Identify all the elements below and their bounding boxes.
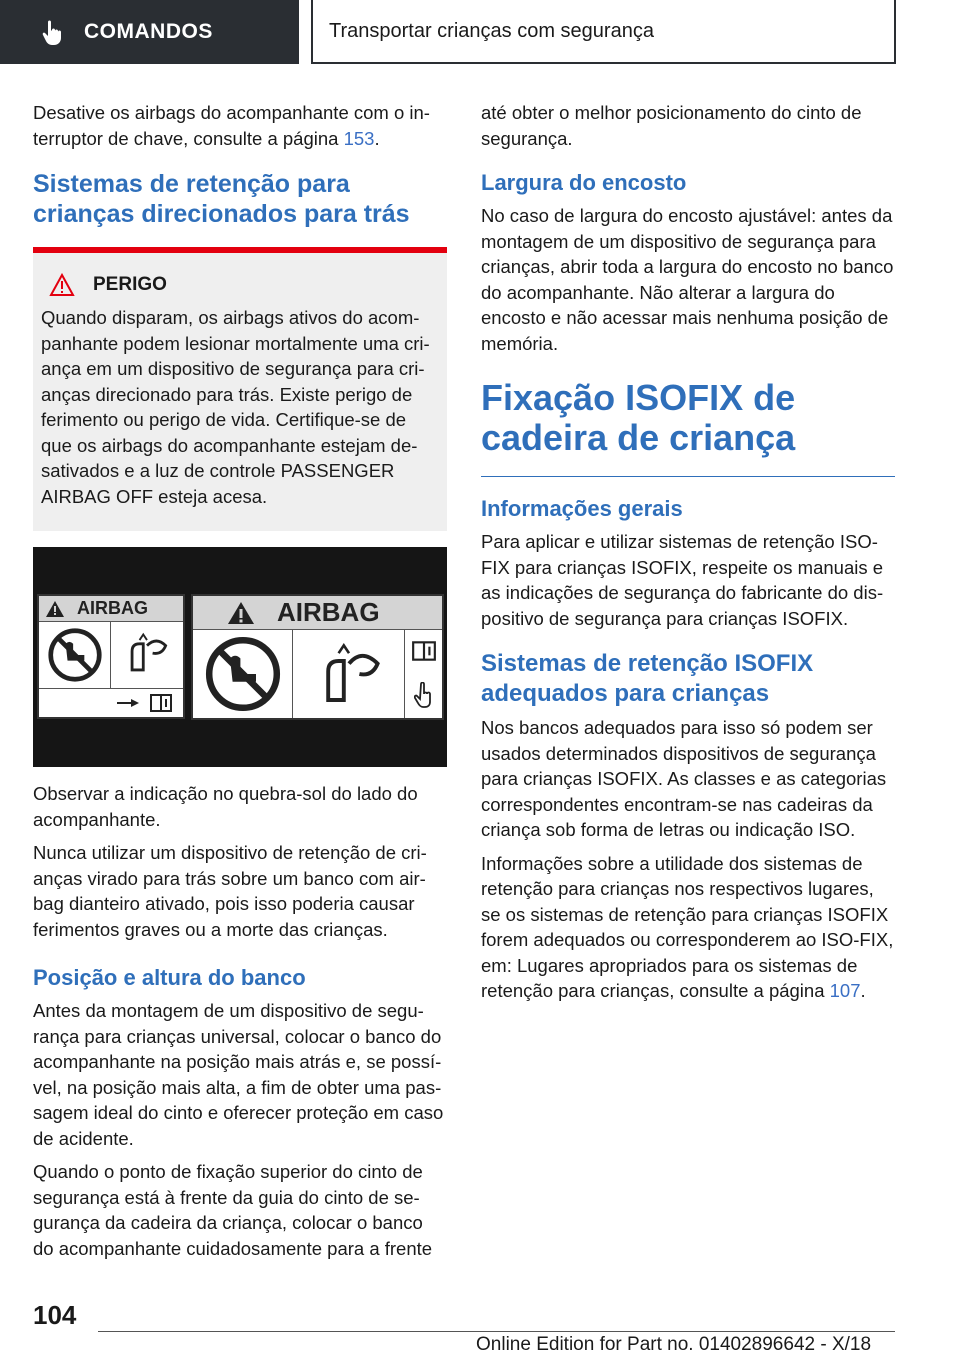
para-general-info: Para aplicar e utilizar sistemas de retenção ISO-FIX para crianças ISOFIX, respeite os manuais e as indicações de segurança do fabricante do dis-positivo de segurança para crianças ISOFIX. (481, 531, 884, 629)
right-column (481, 100, 895, 1012)
no-child-seat-icon-large (204, 635, 282, 713)
warning-icon-large (227, 601, 255, 625)
heading-backrest-width: Largura do encosto (481, 170, 687, 195)
heading-seat-position: Posição e altura do banco (33, 965, 306, 990)
intro-paragraph: Desative os airbags do acompanhante com o in-terruptor de chave, consulte a página 153. (33, 102, 430, 149)
airbag-label-small (37, 594, 185, 719)
airbag-label-figure (33, 547, 447, 767)
left-column (33, 100, 447, 1269)
pointing-hand-icon (40, 18, 68, 46)
para-continued: até obter o melhor posicionamento do cinto de segurança. (481, 102, 862, 149)
danger-box (33, 247, 447, 531)
footer-edition: Online Edition for Part no. 01402896642 - X/18 (476, 1334, 872, 1355)
heading-isofix: Fixação ISOFIX de cadeira de criança (481, 377, 796, 458)
para-never: Nunca utilizar um dispositivo de retenção de cri-anças virado para trás sobre um banco com air-bag dianteiro ativado, pois isso poderia causar ferimentos graves ou a morte das crianças. (33, 842, 427, 940)
section-label: COMANDOS (84, 20, 213, 43)
page-link-153[interactable]: 153 (343, 127, 375, 149)
airbag-deploy-icon-large (307, 635, 391, 713)
danger-title: PERIGO (93, 274, 167, 295)
para-belt-anchor: Quando o ponto de fixação superior do cinto de segurança está à frente da guia do cinto de se-gurança da cadeira da criança, colocar o banco do acompanhante cuidadosamente para a frente (33, 1161, 433, 1259)
heading-rear-facing: Sistemas de retenção para crianças direcionados para trás (33, 170, 410, 228)
heading-general-info: Informações gerais (481, 496, 683, 521)
section-tab (0, 0, 299, 64)
para-backrest-width: No caso de largura do encosto ajustável: antes da montagem de um dispositivo de segurança para crianças, abrir toda a largura do encosto no banco do acompanhante. Não alterar a largura do encosto e não acessar mais nenhuma posição de memória. (481, 205, 894, 354)
para-info: Informações sobre a utilidade dos sistemas de retenção para crianças nos respectivos lugares, se os sistemas de retenção para crianças ISOFIX forem adequados ou corresponderem ao ISO-FIX, em: Lugares apropriados para os sistemas de retenção para crianças, consulte a página 107. (481, 852, 894, 1001)
para-observe: Observar a indicação no quebra-sol do lado do acompanhante. (33, 783, 418, 830)
airbag-label-large-text: AIRBAG (277, 597, 380, 627)
danger-text: Quando disparam, os airbags ativos do acom-panhante podem lesionar mortalmente uma cri-ança em um dispositivo de segurança para cri-anças direcionado para trás. Existe perigo de ferimento ou perigo de vida. Certifique-se de que os airbags do acompanhante estejam de-sativados e a luz de controle PASSENGER AIRBAG OFF esteja acesa. (41, 307, 430, 507)
chapter-title: Transportar crianças com segurança (311, 0, 896, 64)
heading-suitable-isofix: Sistemas de retenção ISOFIX adequados para crianças (481, 650, 814, 707)
airbag-label-large (191, 594, 444, 720)
page-number: 104 (33, 1300, 77, 1330)
para-suitable-isofix: Nos bancos adequados para isso só podem ser usados determinados dispositivos de segurança para crianças ISOFIX. As classes e as categorias correspondentes encontram-se nas cadeiras da criança sob forma de letras ou indicação ISO. (481, 717, 887, 840)
hand-point-icon (115, 694, 141, 712)
footer-rule (98, 1331, 895, 1332)
no-child-seat-icon (47, 627, 103, 683)
warning-icon (45, 600, 65, 618)
airbag-label-small-text: AIRBAG (77, 598, 148, 618)
manual-book-icon (149, 693, 173, 713)
page-link-107[interactable]: 107 (829, 980, 861, 1001)
airbag-deploy-icon (119, 627, 175, 683)
manual-book-icon-large (411, 640, 437, 662)
para-seat-position: Antes da montagem de um dispositivo de segu-rança para crianças universal, colocar o banco do acompanhante na posição mais atrás e, se possí-vel, na posição mais alta, a fim de obter uma pas-sagem ideal do cinto e oferecer proteção em caso de acidente. (33, 1000, 444, 1149)
touch-hand-icon (414, 682, 434, 708)
heading-rule (481, 476, 895, 477)
warning-triangle-icon (49, 273, 75, 297)
danger-header (41, 273, 439, 297)
